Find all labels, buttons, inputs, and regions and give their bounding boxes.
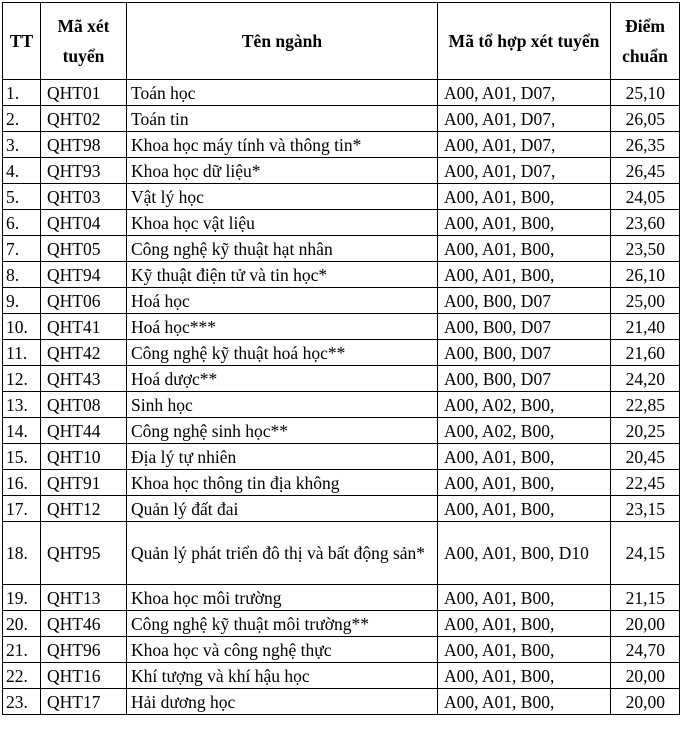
row-code: QHT04 (41, 210, 127, 236)
row-combo: A00, B00, D07 (438, 314, 611, 340)
row-combo: A00, A01, B00, (438, 236, 611, 262)
row-tt: 19. (3, 585, 41, 611)
row-combo: A00, A01, B00, (438, 262, 611, 288)
row-score: 23,60 (611, 210, 680, 236)
table-row (3, 470, 680, 496)
row-score: 20,00 (611, 689, 680, 715)
row-score: 25,00 (611, 288, 680, 314)
table-row (3, 236, 680, 262)
row-name: Sinh học (127, 392, 438, 418)
row-tt: 16. (3, 470, 41, 496)
row-score: 20,00 (611, 611, 680, 637)
row-name: Hoá dược** (127, 366, 438, 392)
row-tt: 5. (3, 184, 41, 210)
row-combo: A00, A01, D07, (438, 132, 611, 158)
table-row (3, 585, 680, 611)
row-score: 23,15 (611, 496, 680, 522)
row-score: 20,00 (611, 663, 680, 689)
row-code: QHT13 (41, 585, 127, 611)
row-tt: 21. (3, 637, 41, 663)
row-combo: A00, A01, B00, (438, 663, 611, 689)
row-combo: A00, A01, D07, (438, 80, 611, 106)
row-code: QHT16 (41, 663, 127, 689)
row-tt: 14. (3, 418, 41, 444)
table-row (3, 444, 680, 470)
row-score: 22,45 (611, 470, 680, 496)
header-tt: TT (3, 3, 41, 80)
row-score: 22,85 (611, 392, 680, 418)
row-name: Hoá học*** (127, 314, 438, 340)
row-tt: 4. (3, 158, 41, 184)
row-code: QHT98 (41, 132, 127, 158)
table-row (3, 210, 680, 236)
row-score: 24,15 (611, 522, 680, 585)
row-score: 23,50 (611, 236, 680, 262)
row-code: QHT08 (41, 392, 127, 418)
row-tt: 13. (3, 392, 41, 418)
table-row (3, 132, 680, 158)
row-combo: A00, A01, B00, (438, 470, 611, 496)
row-combo: A00, A01, B00, (438, 689, 611, 715)
row-score: 26,05 (611, 106, 680, 132)
row-combo: A00, A01, B00, (438, 496, 611, 522)
row-combo: A00, A01, B00, (438, 184, 611, 210)
row-score: 26,45 (611, 158, 680, 184)
row-name: Công nghệ sinh học** (127, 418, 438, 444)
row-name: Khoa học dữ liệu* (127, 158, 438, 184)
row-tt: 17. (3, 496, 41, 522)
table-row (3, 637, 680, 663)
row-name: Toán tin (127, 106, 438, 132)
row-tt: 22. (3, 663, 41, 689)
table-row (3, 663, 680, 689)
row-code: QHT46 (41, 611, 127, 637)
row-name: Hải dương học (127, 689, 438, 715)
row-tt: 9. (3, 288, 41, 314)
table-row (3, 158, 680, 184)
row-tt: 10. (3, 314, 41, 340)
row-tt: 11. (3, 340, 41, 366)
table-row (3, 184, 680, 210)
row-score: 26,10 (611, 262, 680, 288)
row-combo: A00, A01, B00, (438, 637, 611, 663)
row-combo: A00, A01, D07, (438, 158, 611, 184)
row-name: Khoa học môi trường (127, 585, 438, 611)
row-name: Công nghệ kỹ thuật hoá học** (127, 340, 438, 366)
row-code: QHT02 (41, 106, 127, 132)
row-combo: A00, A01, B00, (438, 210, 611, 236)
row-code: QHT43 (41, 366, 127, 392)
row-name: Vật lý học (127, 184, 438, 210)
row-name: Hoá học (127, 288, 438, 314)
row-name: Khoa học máy tính và thông tin* (127, 132, 438, 158)
row-score: 25,10 (611, 80, 680, 106)
table-row (3, 366, 680, 392)
row-tt: 15. (3, 444, 41, 470)
row-name: Toán học (127, 80, 438, 106)
row-combo: A00, B00, D07 (438, 288, 611, 314)
row-name: Địa lý tự nhiên (127, 444, 438, 470)
row-code: QHT44 (41, 418, 127, 444)
row-combo: A00, A02, B00, (438, 418, 611, 444)
row-combo: A00, A01, B00, (438, 611, 611, 637)
header-combo: Mã tổ hợp xét tuyển (438, 3, 611, 80)
row-code: QHT95 (41, 522, 127, 585)
row-score: 20,25 (611, 418, 680, 444)
row-code: QHT05 (41, 236, 127, 262)
table-row (3, 522, 680, 585)
row-tt: 3. (3, 132, 41, 158)
row-code: QHT17 (41, 689, 127, 715)
row-combo: A00, A01, D07, (438, 106, 611, 132)
table-row (3, 392, 680, 418)
table-row (3, 689, 680, 715)
row-code: QHT06 (41, 288, 127, 314)
table-row (3, 496, 680, 522)
row-score: 24,70 (611, 637, 680, 663)
row-name: Khoa học và công nghệ thực (127, 637, 438, 663)
row-score: 21,60 (611, 340, 680, 366)
table-row (3, 106, 680, 132)
row-name: Quản lý phát triển đô thị và bất động sản* (127, 522, 438, 585)
header-row (3, 3, 680, 80)
row-combo: A00, A02, B00, (438, 392, 611, 418)
row-name: Kỹ thuật điện tử và tin học* (127, 262, 438, 288)
row-tt: 12. (3, 366, 41, 392)
table-row (3, 288, 680, 314)
row-score: 26,35 (611, 132, 680, 158)
row-name: Khoa học vật liệu (127, 210, 438, 236)
row-combo: A00, A01, B00, D10 (438, 522, 611, 585)
row-name: Công nghệ kỹ thuật môi trường** (127, 611, 438, 637)
row-score: 20,45 (611, 444, 680, 470)
row-tt: 18. (3, 522, 41, 585)
row-tt: 1. (3, 80, 41, 106)
admission-score-table (2, 2, 680, 715)
header-code: Mã xét tuyển (41, 3, 127, 80)
row-code: QHT10 (41, 444, 127, 470)
row-tt: 2. (3, 106, 41, 132)
row-combo: A00, B00, D07 (438, 340, 611, 366)
row-code: QHT94 (41, 262, 127, 288)
row-tt: 6. (3, 210, 41, 236)
row-name: Khí tượng và khí hậu học (127, 663, 438, 689)
row-combo: A00, A01, B00, (438, 585, 611, 611)
table-row (3, 418, 680, 444)
row-tt: 8. (3, 262, 41, 288)
header-score: Điểm chuẩn (611, 3, 680, 80)
table-row (3, 314, 680, 340)
table-row (3, 80, 680, 106)
row-code: QHT41 (41, 314, 127, 340)
row-score: 21,15 (611, 585, 680, 611)
row-combo: A00, B00, D07 (438, 366, 611, 392)
row-tt: 7. (3, 236, 41, 262)
row-code: QHT42 (41, 340, 127, 366)
row-score: 21,40 (611, 314, 680, 340)
row-code: QHT93 (41, 158, 127, 184)
row-code: QHT12 (41, 496, 127, 522)
row-name: Công nghệ kỹ thuật hạt nhân (127, 236, 438, 262)
row-score: 24,20 (611, 366, 680, 392)
row-name: Quản lý đất đai (127, 496, 438, 522)
header-name: Tên ngành (127, 3, 438, 80)
row-code: QHT96 (41, 637, 127, 663)
row-code: QHT03 (41, 184, 127, 210)
table-row (3, 262, 680, 288)
row-code: QHT01 (41, 80, 127, 106)
row-combo: A00, A01, B00, (438, 444, 611, 470)
row-code: QHT91 (41, 470, 127, 496)
row-name: Khoa học thông tin địa không (127, 470, 438, 496)
table-row (3, 340, 680, 366)
row-tt: 20. (3, 611, 41, 637)
row-score: 24,05 (611, 184, 680, 210)
table-row (3, 611, 680, 637)
row-tt: 23. (3, 689, 41, 715)
